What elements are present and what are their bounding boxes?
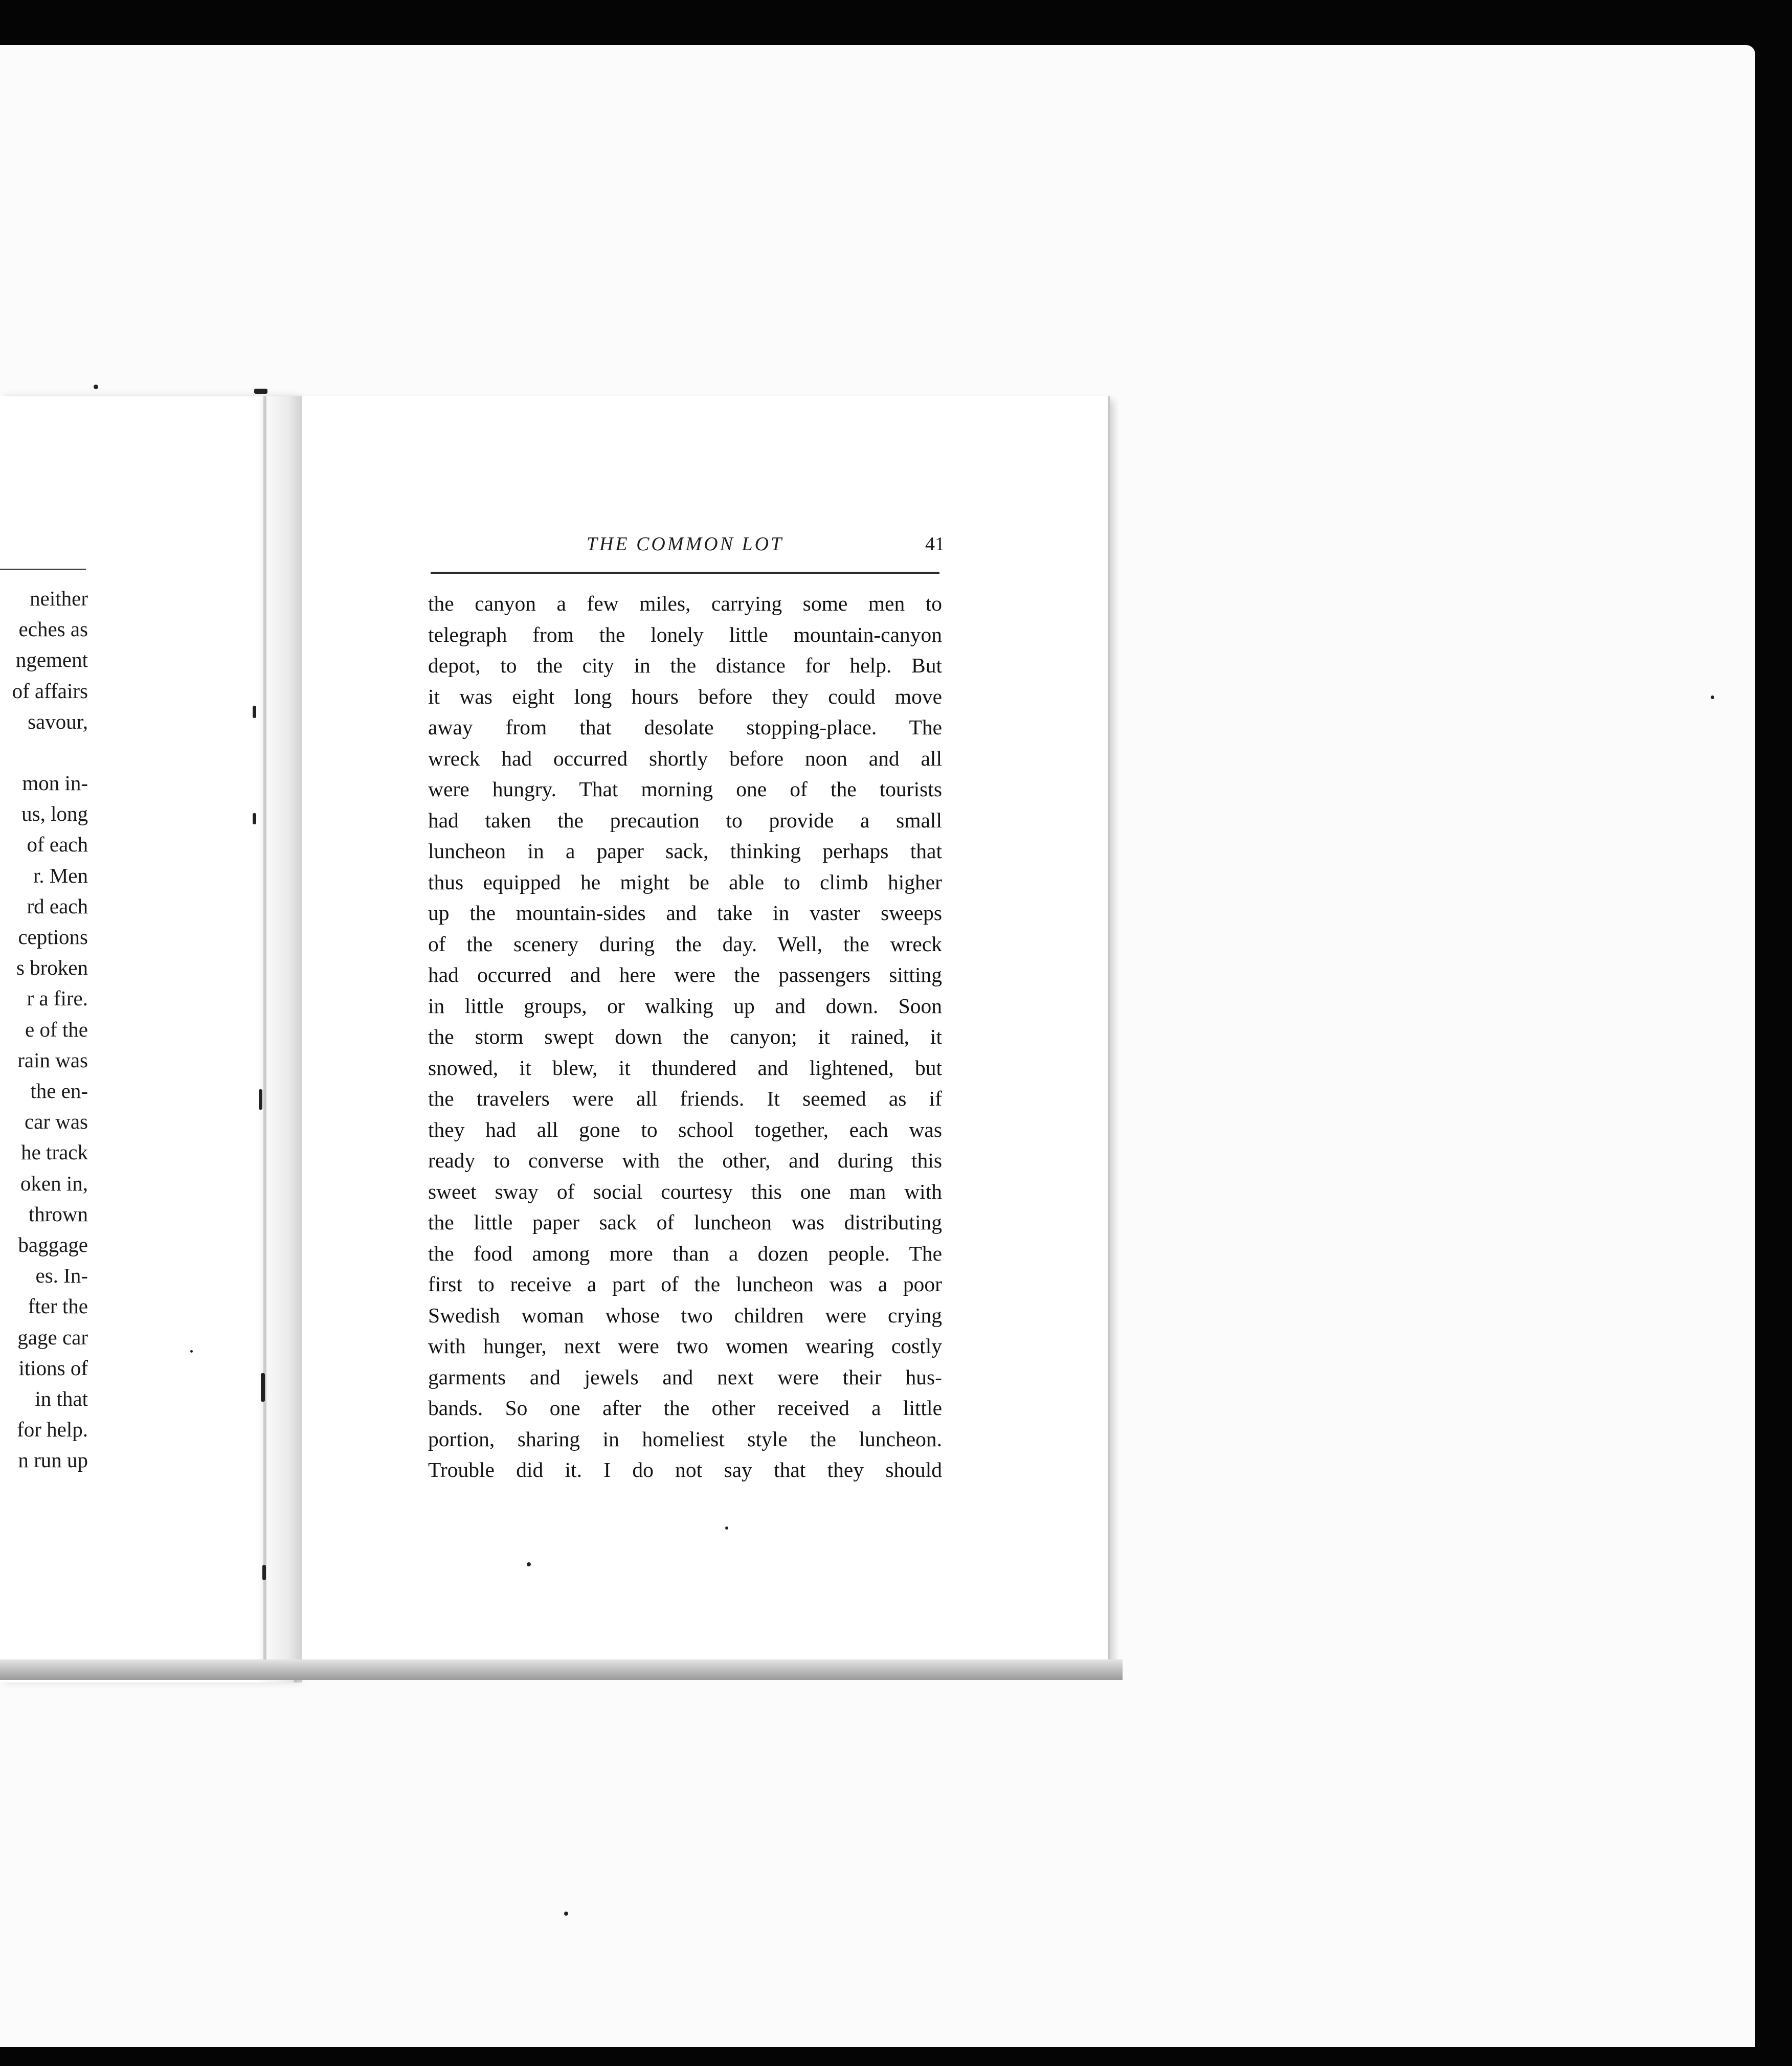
- running-head-title: THE COMMON LOT: [586, 533, 784, 555]
- text-line: had occurred and here were the passengers sitting: [428, 963, 942, 986]
- text-line: bands. So one after the other received a little: [428, 1396, 942, 1420]
- binding-mark: [261, 1373, 265, 1402]
- text-fragment: gage car: [17, 1325, 88, 1349]
- text-line: portion, sharing in homeliest style the luncheon.: [428, 1427, 942, 1451]
- text-line: up the mountain-sides and take in vaster sweeps: [428, 901, 942, 925]
- page-number: 41: [925, 533, 945, 555]
- text-fragment: itions of: [18, 1356, 88, 1380]
- scan-speck: [1711, 695, 1714, 699]
- scan-speck: [527, 1562, 531, 1566]
- scan-speck: [564, 1912, 568, 1916]
- running-head: [425, 533, 945, 564]
- text-fragment: for help.: [17, 1418, 88, 1442]
- text-fragment: savour,: [28, 709, 88, 733]
- text-fragment: r. Men: [33, 863, 88, 887]
- text-line: the little paper sack of luncheon was distributing: [428, 1210, 942, 1234]
- text-line: Swedish woman whose two children were crying: [428, 1303, 942, 1327]
- text-fragment: rain was: [17, 1048, 88, 1072]
- text-line: it was eight long hours before they could move: [428, 684, 942, 708]
- left-page-text-fragments: [0, 583, 88, 1476]
- text-line: sweet sway of social courtesy this one man with: [428, 1179, 942, 1203]
- text-line: thus equipped he might be able to climb higher: [428, 870, 942, 894]
- text-fragment: of affairs: [12, 679, 88, 703]
- binding-mark: [254, 389, 267, 394]
- text-fragment: us, long: [21, 802, 88, 826]
- binding-mark: [259, 1089, 262, 1110]
- page-body-text: [428, 588, 942, 1486]
- text-line: ready to converse with the other, and during this: [428, 1149, 942, 1172]
- text-line: had taken the precaution to provide a small: [428, 808, 942, 832]
- text-fragment: baggage: [18, 1233, 88, 1257]
- text-fragment: rd each: [27, 894, 88, 918]
- text-line: snowed, it blew, it thundered and lightened, but: [428, 1056, 942, 1080]
- scan-speck: [94, 385, 98, 389]
- text-line: first to receive a part of the luncheon was a poor: [428, 1272, 942, 1296]
- text-fragment: oken in,: [20, 1171, 88, 1195]
- book-bottom-edge: [0, 1659, 1123, 1680]
- text-fragment: of each: [27, 833, 88, 857]
- text-line: Trouble did it. I do not say that they should: [428, 1458, 942, 1481]
- text-fragment: es. In-: [35, 1264, 88, 1288]
- text-fragment: ceptions: [18, 925, 88, 949]
- text-line: luncheon in a paper sack, thinking perhaps that: [428, 839, 942, 863]
- text-fragment: neither: [30, 587, 88, 610]
- text-line: in little groups, or walking up and down. Soon: [428, 994, 942, 1018]
- text-line: of the scenery during the day. Well, the wreck: [428, 932, 942, 956]
- text-fragment: eches as: [18, 617, 88, 641]
- text-fragment: r a fire.: [27, 986, 88, 1010]
- text-fragment: the en-: [30, 1079, 88, 1103]
- text-fragment: he track: [21, 1140, 88, 1164]
- binding-mark: [253, 813, 256, 824]
- text-line: the canyon a few miles, carrying some men to: [428, 592, 942, 615]
- text-fragment: car was: [24, 1110, 88, 1134]
- text-fragment: ngement: [15, 648, 88, 672]
- text-fragment: mon in-: [22, 771, 88, 795]
- text-fragment: [0, 737, 88, 768]
- scan-speck: [725, 1526, 728, 1530]
- text-line: depot, to the city in the distance for help. But: [428, 654, 942, 677]
- text-line: away from that desolate stopping-place. The: [428, 715, 942, 739]
- text-fragment: e of the: [25, 1017, 88, 1041]
- text-fragment: s broken: [16, 956, 88, 980]
- text-line: telegraph from the lonely little mountain-canyon: [428, 622, 942, 646]
- text-fragment: thrown: [28, 1202, 88, 1226]
- text-line: with hunger, next were two women wearing costly: [428, 1334, 942, 1358]
- text-line: garments and jewels and next were their hus-: [428, 1365, 942, 1389]
- text-line: the travelers were all friends. It seemed as if: [428, 1087, 942, 1110]
- running-head-rule: [431, 572, 939, 574]
- text-line: the storm swept down the canyon; it rained, it: [428, 1025, 942, 1048]
- scan-speck: [190, 1350, 193, 1353]
- left-page-header-rule: [0, 569, 86, 570]
- text-line: they had all gone to school together, each was: [428, 1117, 942, 1141]
- binding-mark: [253, 706, 256, 718]
- text-fragment: in that: [35, 1387, 88, 1411]
- text-line: the food among more than a dozen people. The: [428, 1241, 942, 1265]
- text-line: wreck had occurred shortly before noon and all: [428, 746, 942, 770]
- book-spine-shadow: [256, 396, 302, 1682]
- text-fragment: n run up: [18, 1448, 88, 1472]
- text-fragment: fter the: [28, 1294, 88, 1318]
- text-line: were hungry. That morning one of the tourists: [428, 777, 942, 801]
- binding-mark: [262, 1565, 266, 1580]
